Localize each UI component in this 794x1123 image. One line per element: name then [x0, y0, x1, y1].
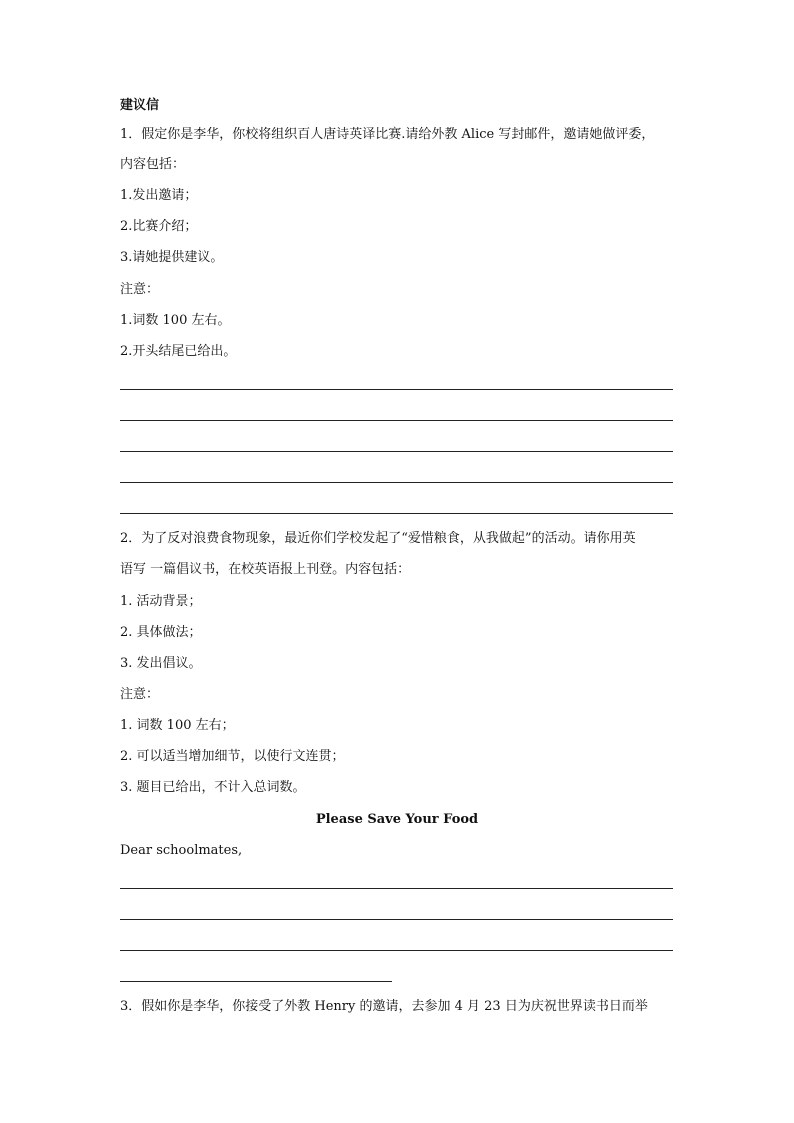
q3-prompt-line1: 3．假如你是李华，你接受了外教 Henry 的邀请，去参加 4 月 23 日为庆祝世界读书日而举: [120, 999, 648, 1014]
answer-line: [120, 389, 673, 390]
q2-note: 1. 词数 100 左右；: [120, 718, 235, 733]
essay-title: Please Save Your Food: [315, 812, 479, 827]
answer-line: [120, 482, 673, 483]
q1-note: 2.开头结尾已给出。: [120, 344, 237, 359]
q2-note: 2. 可以适当增加细节，以使行文连贯；: [120, 749, 345, 764]
q2-notes-label: 注意：: [120, 687, 160, 702]
q2-prompt-line1: 2．为了反对浪费食物现象，最近你们学校发起了“爱惜粮食，从我做起”的活动。请你用英: [120, 531, 636, 546]
q1-prompt-line1: 1．假定你是李华，你校将组织百人唐诗英译比赛.请给外教 Alice 写封邮件，邀请她做评委，: [120, 127, 655, 142]
footnote-separator: [120, 981, 392, 982]
q2-content-item: 3. 发出倡议。: [120, 656, 202, 671]
q2-content-item: 1. 活动背景；: [120, 594, 202, 609]
answer-line: [120, 451, 673, 452]
answer-line: [120, 950, 673, 951]
q1-content-item: 1.发出邀请；: [120, 188, 198, 203]
q1-content-item: 2.比赛介绍；: [120, 219, 198, 234]
q1-content-item: 3.请她提供建议。: [120, 250, 224, 265]
salutation: Dear schoolmates,: [120, 843, 243, 858]
answer-line: [120, 888, 673, 889]
q2-content-item: 2. 具体做法；: [120, 625, 202, 640]
answer-line: [120, 420, 673, 421]
section-title: 建议信: [120, 98, 160, 113]
q2-note: 3. 题目已给出，不计入总词数。: [120, 780, 306, 795]
answer-line: [120, 513, 673, 514]
q1-notes-label: 注意：: [120, 282, 160, 297]
q1-prompt-line2: 内容包括：: [120, 157, 186, 172]
answer-line: [120, 919, 673, 920]
q2-prompt-line2: 语写 一篇倡议书，在校英语报上刊登。内容包括：: [120, 562, 411, 577]
q1-note: 1.词数 100 左右。: [120, 313, 231, 328]
